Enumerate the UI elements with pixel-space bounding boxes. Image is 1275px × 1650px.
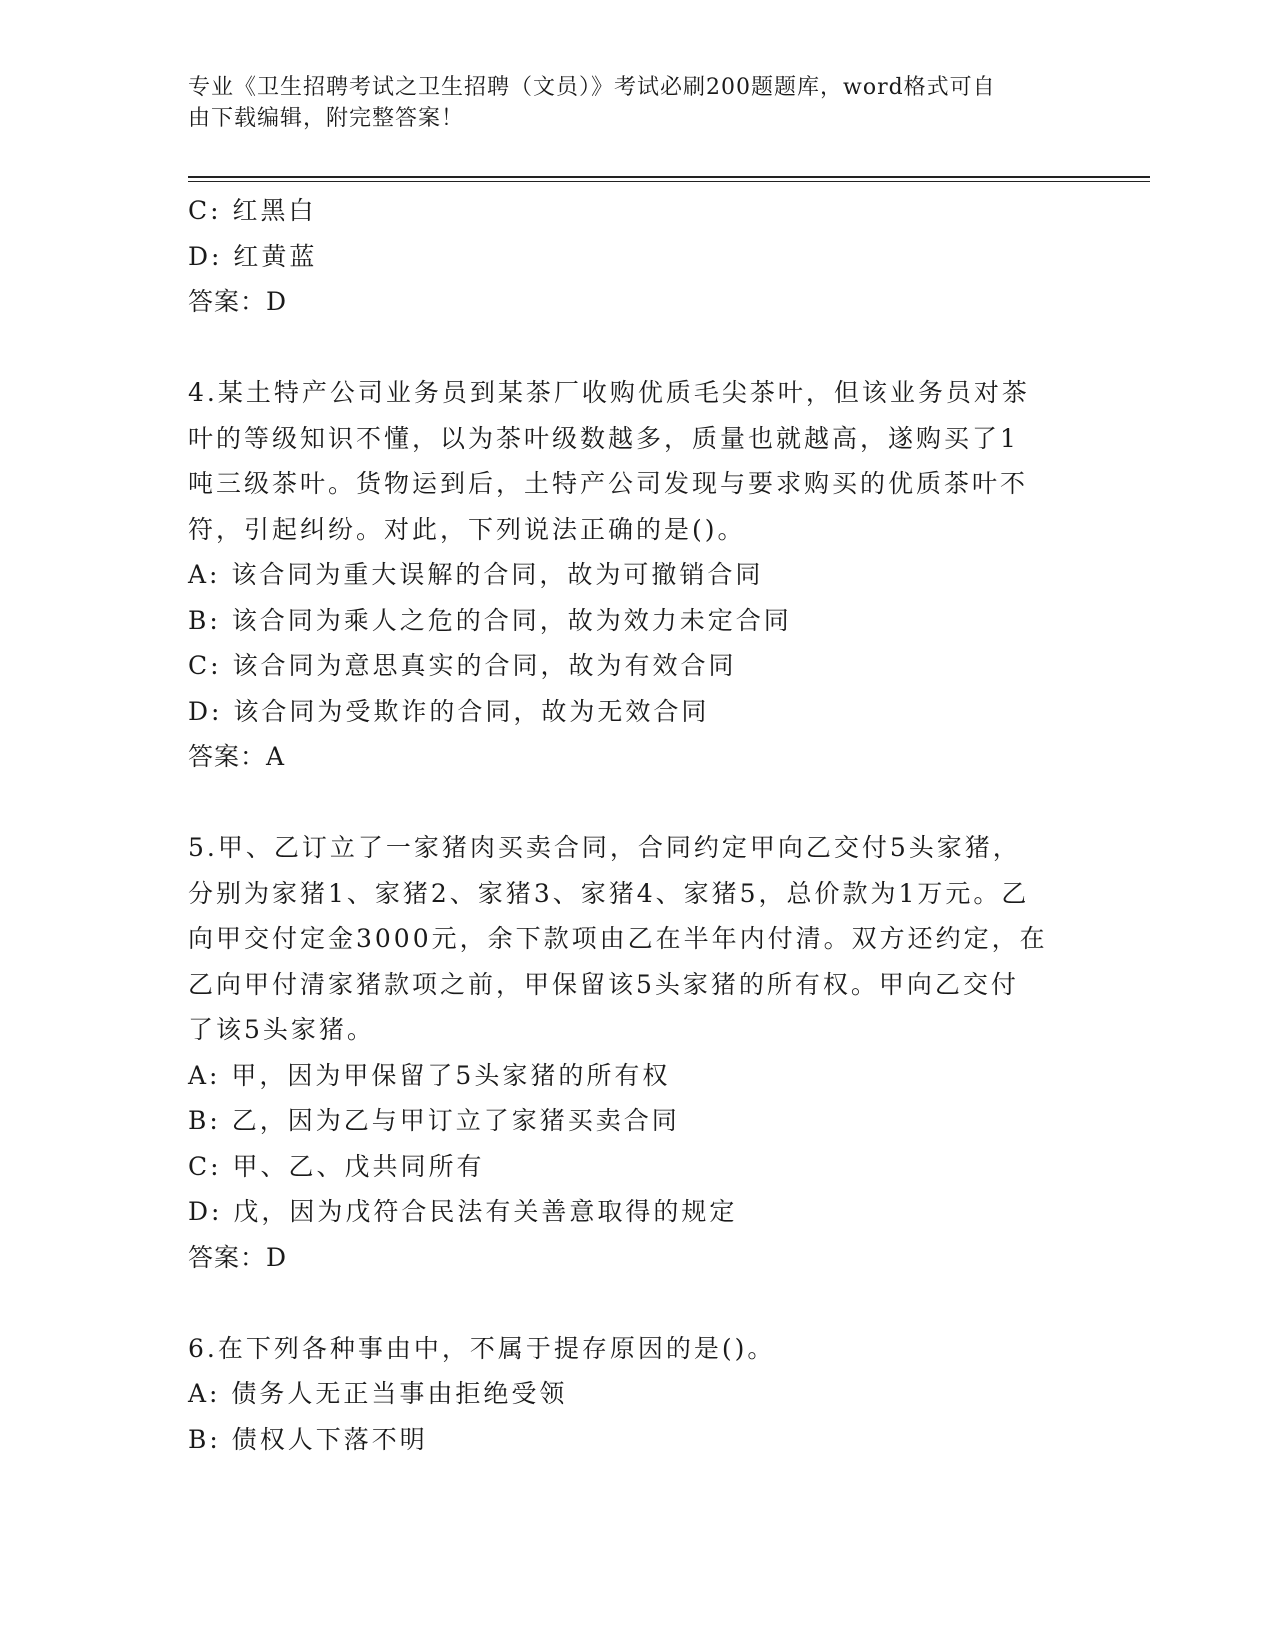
spacer — [188, 780, 1088, 826]
option-d: D: 戊，因为戊符合民法有关善意取得的规定 — [188, 1197, 738, 1226]
answer-line: 答案：A — [188, 742, 286, 771]
question-3-continuation — [188, 188, 1088, 325]
question-stem-line: 符，引起纠纷。对此，下列说法正确的是()。 — [188, 514, 746, 544]
question-stem-line: 叶的等级知识不懂，以为茶叶级数越多，质量也就越高，遂购买了1 — [188, 423, 1019, 453]
option-a: A: 债务人无正当事由拒绝受领 — [188, 1379, 568, 1408]
option-c: C: 红黑白 — [188, 196, 317, 225]
option-b: B: 该合同为乘人之危的合同，故为效力未定合同 — [188, 605, 792, 635]
option-b: B: 乙，因为乙与甲订立了家猪买卖合同 — [188, 1106, 680, 1135]
question-stem-line: 分别为家猪1、家猪2、家猪3、家猪4、家猪5，总价款为1万元。乙 — [188, 878, 1030, 908]
header-title-line-1: 专业《卫生招聘考试之卫生招聘（文员）》考试必刷200题题库，word格式可自 — [188, 75, 996, 100]
document-header — [188, 72, 1068, 134]
question-6 — [188, 1326, 1088, 1463]
spacer — [188, 1280, 1088, 1326]
answer-line: 答案：D — [188, 1242, 288, 1272]
header-divider-thin — [188, 181, 1150, 182]
option-b: B: 债权人下落不明 — [188, 1424, 428, 1454]
spacer — [188, 325, 1088, 371]
question-5 — [188, 825, 1088, 1280]
answer-line: 答案：D — [188, 287, 288, 316]
header-divider-thick — [188, 176, 1150, 178]
question-stem-line: 5.甲、乙订立了一家猪肉买卖合同，合同约定甲向乙交付5头家猪， — [188, 833, 1021, 862]
question-stem-line: 4.某土特产公司业务员到某茶厂收购优质毛尖茶叶，但该业务员对茶 — [188, 378, 1030, 407]
option-a: A: 该合同为重大误解的合同，故为可撤销合同 — [188, 560, 764, 589]
option-c: C: 甲、乙、戊共同所有 — [188, 1151, 485, 1181]
option-c: C: 该合同为意思真实的合同，故为有效合同 — [188, 651, 737, 680]
question-stem-line: 向甲交付定金3000元，余下款项由乙在半年内付清。双方还约定，在 — [188, 924, 1048, 953]
question-stem-line: 6.在下列各种事由中，不属于提存原因的是()。 — [188, 1333, 776, 1363]
option-a: A: 甲，因为甲保留了5头家猪的所有权 — [188, 1060, 671, 1090]
document-body — [188, 188, 1088, 1462]
question-stem-line: 乙向甲付清家猪款项之前，甲保留该5头家猪的所有权。甲向乙交付 — [188, 969, 1019, 999]
question-4 — [188, 370, 1088, 780]
question-stem-line: 了该5头家猪。 — [188, 1015, 375, 1044]
option-d: D: 红黄蓝 — [188, 241, 318, 271]
header-title-line-2: 由下载编辑，附完整答案！ — [188, 106, 465, 131]
option-d: D: 该合同为受欺诈的合同，故为无效合同 — [188, 696, 710, 726]
question-stem-line: 吨三级茶叶。货物运到后，土特产公司发现与要求购买的优质茶叶不 — [188, 469, 1029, 498]
